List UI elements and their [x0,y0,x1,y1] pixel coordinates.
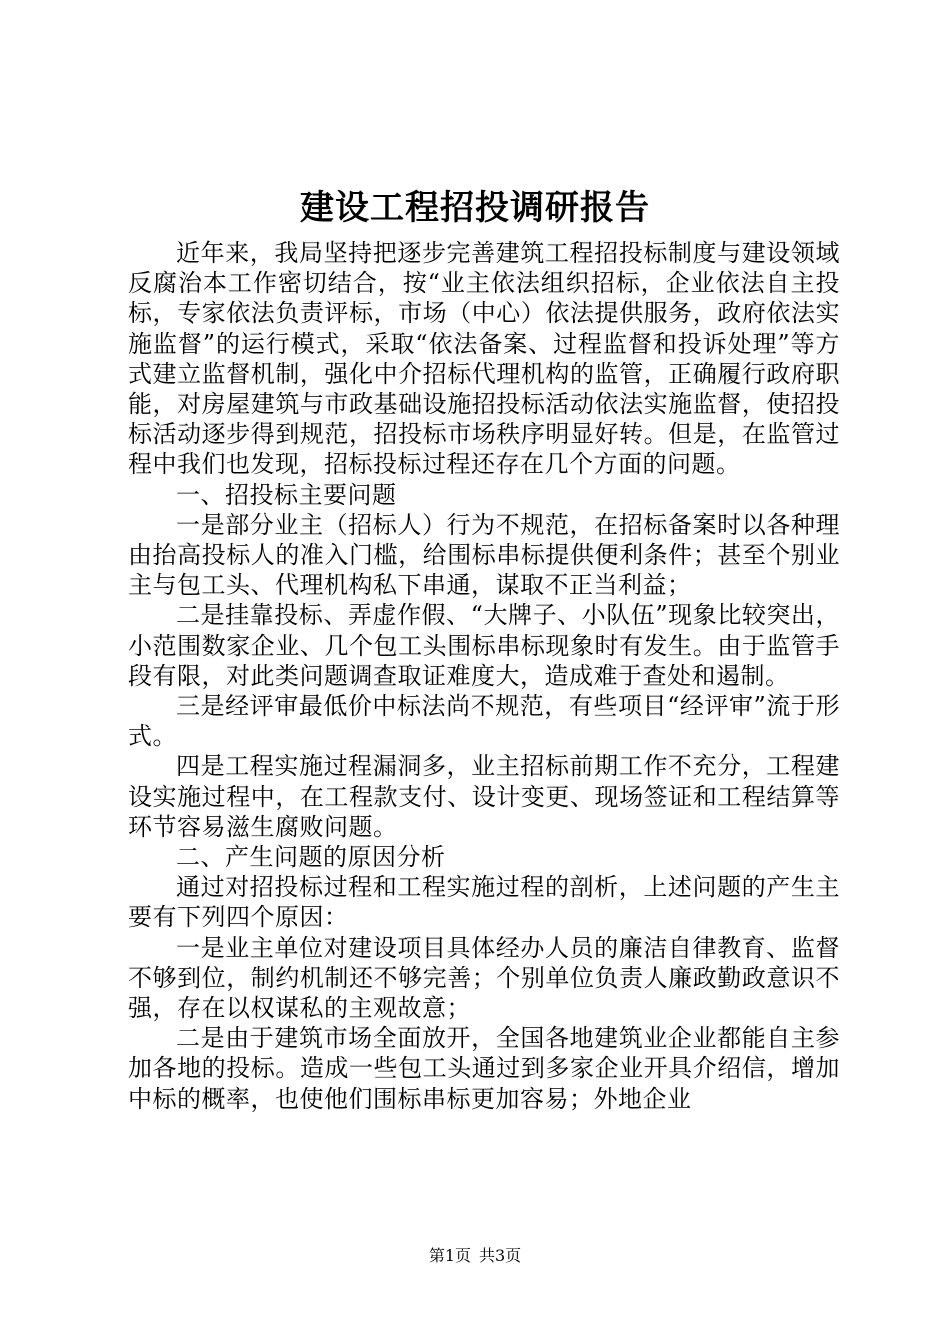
paragraph-intro: 近年来，我局坚持把逐步完善建筑工程招投标制度与建设领域反腐治本工作密切结合，按“业主依法组织招标，企业依法自主投标，专家依法负责评标，市场（中心）依法提供服务，政府依法实施监督”的运行模式，采取“依法备案、过程监督和投诉处理”等方式建立监督机制，强化中介招标代理机构的监管，正确履行政府职能，对房屋建筑与市政基础设施招投标活动依法实施监督，使招投标活动逐步得到规范，招投标市场秩序明显好转。但是，在监管过程中我们也发现，招标投标过程还存在几个方面的问题。 [128,239,840,479]
paragraph-problem-2: 二是挂靠投标、弄虚作假、“大牌子、小队伍”现象比较突出，小范围数家企业、几个包工头围标串标现象时有发生。由于监管手段有限，对此类问题调查取证难度大，造成难于查处和遏制。 [128,601,840,690]
page-footer [0,1246,950,1266]
document-body [128,238,840,1114]
paragraph-problem-4: 四是工程实施过程漏洞多，业主招标前期工作不充分，工程建设实施过程中，在工程款支付、设计变更、现场签证和工程结算等环节容易滋生腐败问题。 [128,752,840,841]
document-title: 建设工程招投调研报告 [300,188,650,228]
page-total: 共3页 [479,1246,522,1265]
section-heading-causes: 二、产生问题的原因分析 [176,843,446,872]
paragraph-problem-3: 三是经评审最低价中标法尚不规范，有些项目“经评审”流于形式。 [128,692,840,751]
paragraph-cause-1: 一是业主单位对建设项目具体经办人员的廉洁自律教育、监督不够到位，制约机制还不够完善；个别单位负责人廉政勤政意识不强，存在以权谋私的主观故意； [128,933,840,1023]
paragraph-causes-intro: 通过对招投标过程和工程实施过程的剖析，上述问题的产生主要有下列四个原因： [128,873,840,932]
paragraph-cause-2: 二是由于建筑市场全面放开，全国各地建筑业企业都能自主参加各地的投标。造成一些包工头通过到多家企业开具介绍信，增加中标的概率，也使他们围标串标更加容易；外地企业 [128,1024,840,1113]
section-heading-problems: 一、招投标主要问题 [176,480,397,509]
page-number: 第1页 [428,1246,471,1265]
paragraph-problem-1: 一是部分业主（招标人）行为不规范，在招标备案时以各种理由抬高投标人的准入门槛，给围标串标提供便利条件；甚至个别业主与包工头、代理机构私下串通，谋取不正当利益； [128,510,840,600]
